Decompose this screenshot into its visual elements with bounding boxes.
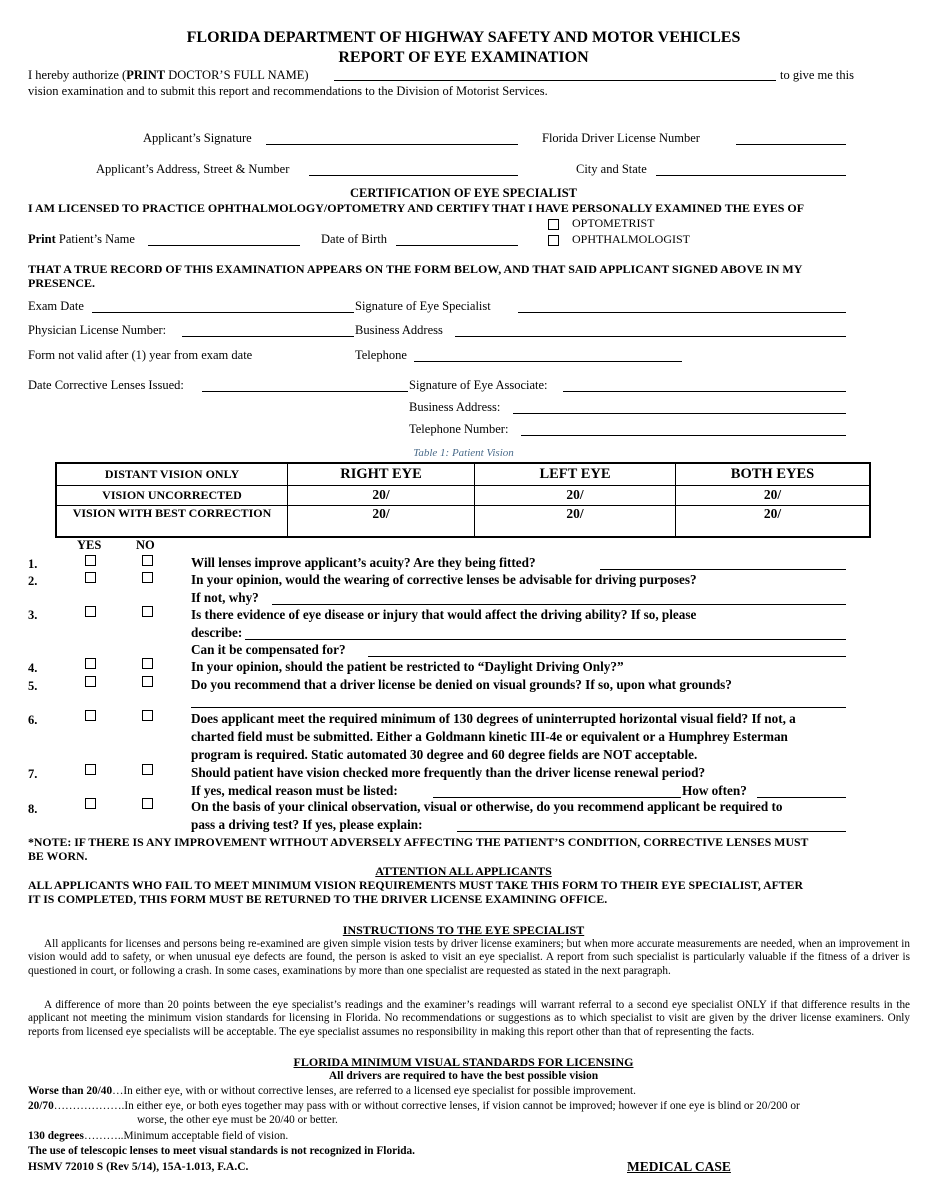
q4-no-checkbox[interactable] [142,658,153,669]
question-number: 2. [28,574,38,588]
eye-associate-signature-field[interactable] [563,391,846,392]
q3-describe-field[interactable] [245,639,846,640]
q5-grounds-field[interactable] [191,707,846,708]
standard-row-cont: worse, the other eye must be 20/40 or better. [137,1114,338,1126]
ophthalmologist-label: OPHTHALMOLOGIST [572,232,690,246]
question-subtext: If not, why? [191,590,259,605]
q7-no-checkbox[interactable] [142,764,153,775]
question-text: In your opinion, would the wearing of corrective lenses be advisable for driving purposes? [191,572,697,587]
applicant-signature-field[interactable] [266,144,518,145]
question-subtext: program is required. Static automated 30 degree and 60 degree fields are NOT acceptable. [191,747,698,762]
note-text: *NOTE: IF THERE IS ANY IMPROVEMENT WITHOUT ADVERSELY AFFECTING THE PATIENT’S CONDITION, CORRECTIVE LENSES MUST [28,835,809,849]
eye-associate-signature-label: Signature of Eye Associate: [409,378,548,392]
q8-yes-checkbox[interactable] [85,798,96,809]
q6-no-checkbox[interactable] [142,710,153,721]
doctor-name-field[interactable] [334,80,776,81]
question-number: 4. [28,661,38,675]
associate-business-field[interactable] [513,413,846,414]
q6-yes-checkbox[interactable] [85,710,96,721]
q1-answer-field[interactable] [600,569,846,570]
row-label-best-correction: VISION WITH BEST CORRECTION [56,505,288,537]
question-text: Will lenses improve applicant’s acuity? Are they being fitted? [191,555,536,570]
patient-name-field[interactable] [148,245,300,246]
corrected-both-cell[interactable]: 20/ [676,505,871,537]
instructions-heading: INSTRUCTIONS TO THE EYE SPECIALIST [342,923,585,937]
not-valid-note: Form not valid after (1) year from exam date [28,348,253,362]
medical-case-label: MEDICAL CASE [627,1159,731,1174]
city-state-label: City and State [576,162,647,176]
question-text: On the basis of your clinical observation, visual or otherwise, do you recommend applicant be required to [191,799,783,814]
table-header-right-eye: RIGHT EYE [288,463,475,485]
associate-telephone-field[interactable] [521,435,846,436]
q7-medical-reason-field[interactable] [433,797,681,798]
q2-yes-checkbox[interactable] [85,572,96,583]
lenses-issued-field[interactable] [202,391,408,392]
corrected-left-cell[interactable]: 20/ [475,505,676,537]
patient-name-label: Print Patient’s Name [28,232,135,246]
associate-business-label: Business Address: [409,400,501,414]
lenses-issued-label: Date Corrective Lenses Issued: [28,378,184,392]
corrected-right-cell[interactable]: 20/ [288,505,475,537]
q7-yes-checkbox[interactable] [85,764,96,775]
eye-specialist-signature-field[interactable] [518,312,846,313]
applicant-address-field[interactable] [309,175,518,176]
license-number-field[interactable] [736,144,846,145]
table-header-distant: DISTANT VISION ONLY [56,463,288,485]
q3-no-checkbox[interactable] [142,606,153,617]
q4-yes-checkbox[interactable] [85,658,96,669]
question-text: Does applicant meet the required minimum of 130 degrees of uninterrupted horizontal visual field? If not, a [191,711,796,726]
applicant-address-label: Applicant’s Address, Street & Number [96,162,290,176]
q3-yes-checkbox[interactable] [85,606,96,617]
standard-row: 20/70……………….In either eye, or both eyes together may pass with or without corrective lenses, if vision cannot be improved; however if one eye is blind or 20/200 or [28,1100,800,1112]
question-subtext: charted field must be submitted. Either a Goldmann kinetic III-4e or equivalent or a Humphrey Esterman [191,729,788,744]
optometrist-checkbox[interactable] [548,219,559,230]
q2-no-checkbox[interactable] [142,572,153,583]
dob-field[interactable] [396,245,518,246]
standard-row: 130 degrees………..Minimum acceptable field of vision. [28,1130,289,1142]
question-text: Do you recommend that a driver license be denied on visual grounds? If so, upon what grounds? [191,677,732,692]
question-text: Is there evidence of eye disease or injury that would affect the driving ability? If so, please [191,607,697,622]
certification-heading: CERTIFICATION OF EYE SPECIALIST [349,186,578,200]
associate-telephone-label: Telephone Number: [409,422,509,436]
no-column-header: NO [136,538,155,552]
standard-row: Worse than 20/40…In either eye, with or without corrective lenses, are referred to a licensed eye specialist for possible improvement. [28,1085,636,1097]
standards-heading: FLORIDA MINIMUM VISUAL STANDARDS FOR LICENSING [293,1055,634,1069]
dob-label: Date of Birth [321,232,387,246]
physician-license-field[interactable] [182,336,354,337]
instructions-paragraph-1: All applicants for licenses and persons being re-examined are given simple vision tests by driver license examiners; but when more accurate measurements are needed, when an improvement in vision would add to safety, or when unusual eye defects are found, the person is asked to visit an eye specialist. A report from such specialist is particularly valuable if the fitness of a driver is questioned in court, or following a crash. In some cases, examinations by more than one specialist are requested as stated in the next paragraph. [28,938,910,977]
certification-statement: I AM LICENSED TO PRACTICE OPHTHALMOLOGY/OPTOMETRY AND CERTIFY THAT I HAVE PERSONALLY EXAMINED THE EYES OF [28,201,805,215]
attention-text: ALL APPLICANTS WHO FAIL TO MEET MINIMUM VISION REQUIREMENTS MUST TAKE THIS FORM TO THEIR EYE SPECIALIST, AFTER [28,878,804,892]
q7-how-often-field[interactable] [757,797,846,798]
telephone-label: Telephone [355,348,407,362]
question-subtext: describe: [191,625,243,640]
question-number: 7. [28,767,38,781]
physician-license-label: Physician License Number: [28,323,167,337]
question-number: 6. [28,713,38,727]
exam-date-field[interactable] [92,312,354,313]
q2-answer-field[interactable] [272,604,846,605]
question-subtext: If yes, medical reason must be listed: [191,783,398,798]
true-record-text-2: PRESENCE. [28,276,96,290]
question-text: Should patient have vision checked more frequently than the driver license renewal period? [191,765,706,780]
optometrist-label: OPTOMETRIST [572,216,655,230]
form-title: FLORIDA DEPARTMENT OF HIGHWAY SAFETY AND MOTOR VEHICLES [186,29,741,46]
question-text: In your opinion, should the patient be restricted to “Daylight Driving Only?” [191,659,624,674]
vision-table [55,462,871,538]
uncorrected-both-cell[interactable]: 20/ [676,485,871,505]
q8-explain-field[interactable] [457,831,846,832]
ophthalmologist-checkbox[interactable] [548,235,559,246]
applicant-signature-label: Applicant’s Signature [143,131,252,145]
telephone-field[interactable] [414,361,682,362]
authorize-text: I hereby authorize (PRINT DOCTOR’S FULL NAME) [28,68,309,82]
question-number: 8. [28,802,38,816]
business-address-label: Business Address [355,323,443,337]
table-caption: Table 1: Patient Vision [413,447,514,459]
exam-date-label: Exam Date [28,299,84,313]
q5-no-checkbox[interactable] [142,676,153,687]
question-subtext: Can it be compensated for? [191,642,346,657]
note-text-2: BE WORN. [28,849,88,863]
question-number: 3. [28,608,38,622]
form-subtitle: REPORT OF EYE EXAMINATION [338,49,589,66]
how-often-label: How often? [682,783,747,798]
question-number: 1. [28,557,38,571]
q3-compensated-field[interactable] [368,656,846,657]
license-number-label: Florida Driver License Number [542,131,700,145]
form-id: HSMV 72010 S (Rev 5/14), 15A-1.013, F.A.C. [28,1161,249,1173]
business-address-field[interactable] [455,336,846,337]
uncorrected-left-cell[interactable]: 20/ [475,485,676,505]
authorize-text-2: vision examination and to submit this report and recommendations to the Division of Motorist Services. [28,84,548,98]
attention-text-2: IT IS COMPLETED, THIS FORM MUST BE RETURNED TO THE DRIVER LICENSE EXAMINING OFFICE. [28,892,608,906]
authorize-text-end: to give me this [780,68,854,82]
true-record-text: THAT A TRUE RECORD OF THIS EXAMINATION APPEARS ON THE FORM BELOW, AND THAT SAID APPLICANT SIGNED ABOVE IN MY [28,262,803,276]
q1-no-checkbox[interactable] [142,555,153,566]
attention-heading: ATTENTION ALL APPLICANTS [375,864,552,878]
question-subtext: pass a driving test? If yes, please explain: [191,817,423,832]
instructions-paragraph-2: A difference of more than 20 points between the eye specialist’s readings and the examiner’s readings will warrant referral to a second eye specialist ONLY if that difference results in the applicant not meeting the minimum vision standards for licensing in Florida. No recommendations or suggestions as to which specialist to visit are given by the driver license examiners. Only reports from licensed eye specialists will be acceptable. The eye specialist assumes no responsibility in making this report other than that of representing the facts. [28,999,910,1038]
question-number: 5. [28,679,38,693]
telescopic-note: The use of telescopic lenses to meet visual standards is not recognized in Florida. [28,1145,416,1157]
uncorrected-right-cell[interactable]: 20/ [288,485,475,505]
standards-subheading: All drivers are required to have the best possible vision [328,1070,599,1082]
q8-no-checkbox[interactable] [142,798,153,809]
row-label-uncorrected: VISION UNCORRECTED [56,485,288,505]
q5-yes-checkbox[interactable] [85,676,96,687]
yes-column-header: YES [77,538,102,552]
table-header-both-eyes: BOTH EYES [676,463,871,485]
city-state-field[interactable] [656,175,846,176]
table-header-left-eye: LEFT EYE [475,463,676,485]
eye-specialist-signature-label: Signature of Eye Specialist [355,299,491,313]
q1-yes-checkbox[interactable] [85,555,96,566]
